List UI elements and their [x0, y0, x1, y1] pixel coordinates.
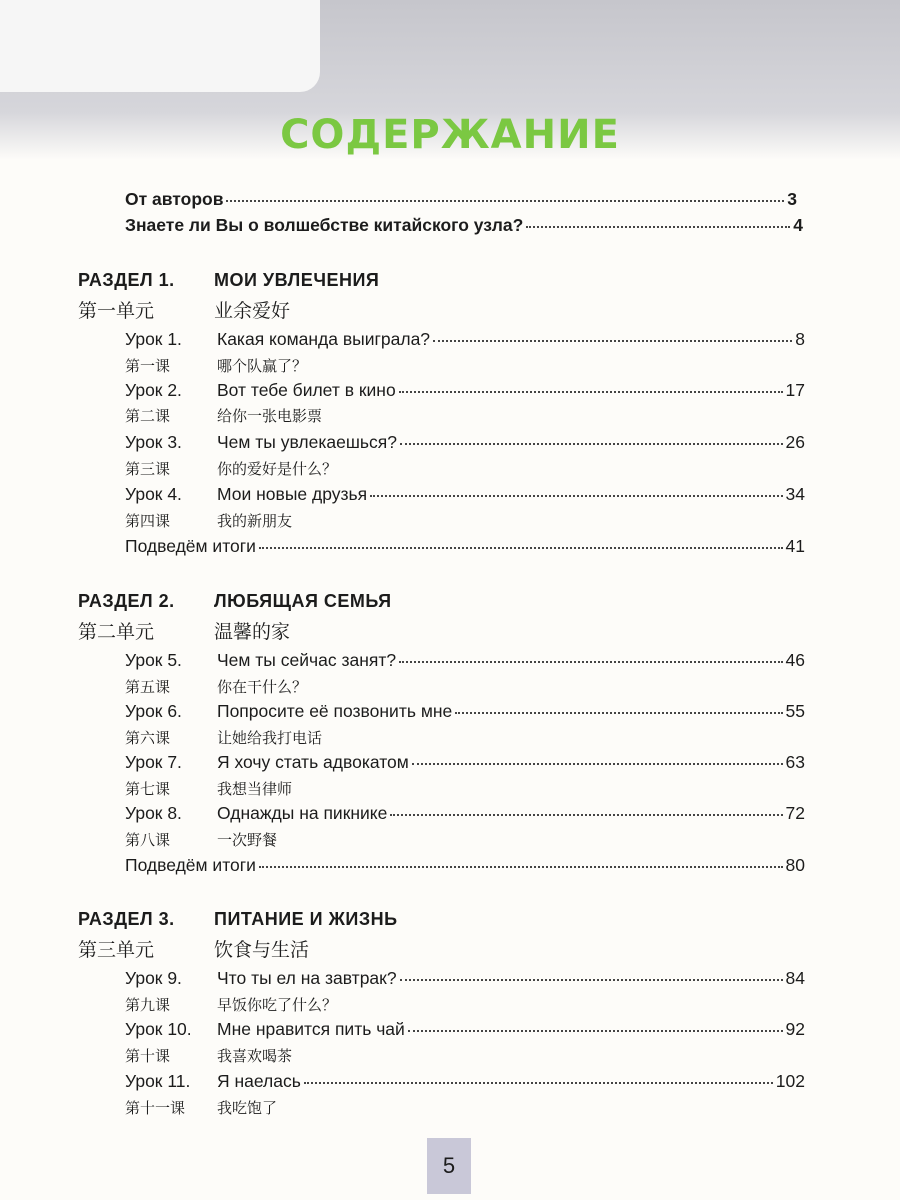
- leader-dots: [226, 200, 784, 202]
- toc-entry-lesson-5[interactable]: Урок 5. Чем ты сейчас занят? 46: [125, 650, 805, 670]
- toc-entry-lesson-11[interactable]: Урок 11. Я наелась 102: [125, 1071, 805, 1091]
- leader-dots: [400, 979, 783, 981]
- toc-entry-lesson-7[interactable]: Урок 7. Я хочу стать адвокатом 63: [125, 752, 805, 772]
- lesson-cn-title: 第一课 哪个队赢了？: [125, 357, 308, 375]
- leader-dots: [399, 661, 782, 663]
- page-number: 5: [427, 1138, 471, 1194]
- lesson-cn-title: 第十一课 我吃饱了: [125, 1099, 278, 1117]
- header-band-corner: [0, 0, 320, 92]
- lesson-cn-title: 第三课 你的爱好是什么？: [125, 460, 338, 478]
- lesson-cn-title: 第七课 我想当律师: [125, 780, 293, 798]
- toc-entry-lesson-10[interactable]: Урок 10. Мне нравится пить чай 92: [125, 1019, 805, 1039]
- lesson-cn-title: 第十课 我喜欢喝茶: [125, 1047, 293, 1065]
- toc-entry-lesson-2[interactable]: Урок 2. Вот тебе билет в кино 17: [125, 380, 805, 400]
- unit-heading-cn: 第一单元 业余爱好: [78, 300, 291, 322]
- toc-entry-authors[interactable]: От авторов 3: [125, 189, 797, 209]
- lesson-cn-title: 第六课 让她给我打电话: [125, 729, 323, 747]
- leader-dots: [399, 391, 783, 393]
- leader-dots: [390, 814, 782, 816]
- toc-entry-lesson-1[interactable]: Урок 1. Какая команда выиграла? 8: [125, 329, 805, 349]
- leader-dots: [412, 763, 783, 765]
- toc-entry-summary-2[interactable]: Подведём итоги 80: [125, 855, 805, 875]
- toc-entry-chinese-knot[interactable]: Знаете ли Вы о волшебстве китайского узла? 4: [125, 215, 803, 235]
- leader-dots: [455, 712, 782, 714]
- unit-heading-cn: 第二单元 温馨的家: [78, 621, 291, 643]
- page-title: СОДЕРЖАНИЕ: [280, 112, 620, 158]
- toc-entry-summary-1[interactable]: Подведём итоги 41: [125, 536, 805, 556]
- section-heading: РАЗДЕЛ 2. ЛЮБЯЩАЯ СЕМЬЯ: [78, 591, 392, 611]
- lesson-cn-title: 第五课 你在干什么？: [125, 678, 308, 696]
- lesson-cn-title: 第二课 给你一张电影票: [125, 407, 323, 425]
- leader-dots: [526, 226, 790, 228]
- leader-dots: [259, 866, 783, 868]
- leader-dots: [400, 443, 783, 445]
- leader-dots: [370, 495, 782, 497]
- lesson-cn-title: 第八课 一次野餐: [125, 831, 278, 849]
- leader-dots: [259, 547, 783, 549]
- lesson-cn-title: 第九课 早饭你吃了什么？: [125, 996, 338, 1014]
- toc-entry-lesson-3[interactable]: Урок 3. Чем ты увлекаешься? 26: [125, 432, 805, 452]
- toc-entry-lesson-6[interactable]: Урок 6. Попросите её позвонить мне 55: [125, 701, 805, 721]
- section-heading: РАЗДЕЛ 1. МОИ УВЛЕЧЕНИЯ: [78, 270, 380, 290]
- toc-entry-lesson-4[interactable]: Урок 4. Мои новые друзья 34: [125, 484, 805, 504]
- toc-entry-lesson-8[interactable]: Урок 8. Однажды на пикнике 72: [125, 803, 805, 823]
- section-heading: РАЗДЕЛ 3. ПИТАНИЕ И ЖИЗНЬ: [78, 909, 398, 929]
- unit-heading-cn: 第三单元 饮食与生活: [78, 939, 310, 961]
- lesson-cn-title: 第四课 我的新朋友: [125, 512, 293, 530]
- leader-dots: [408, 1030, 783, 1032]
- toc-entry-lesson-9[interactable]: Урок 9. Что ты ел на завтрак? 84: [125, 968, 805, 988]
- leader-dots: [433, 340, 792, 342]
- leader-dots: [304, 1082, 773, 1084]
